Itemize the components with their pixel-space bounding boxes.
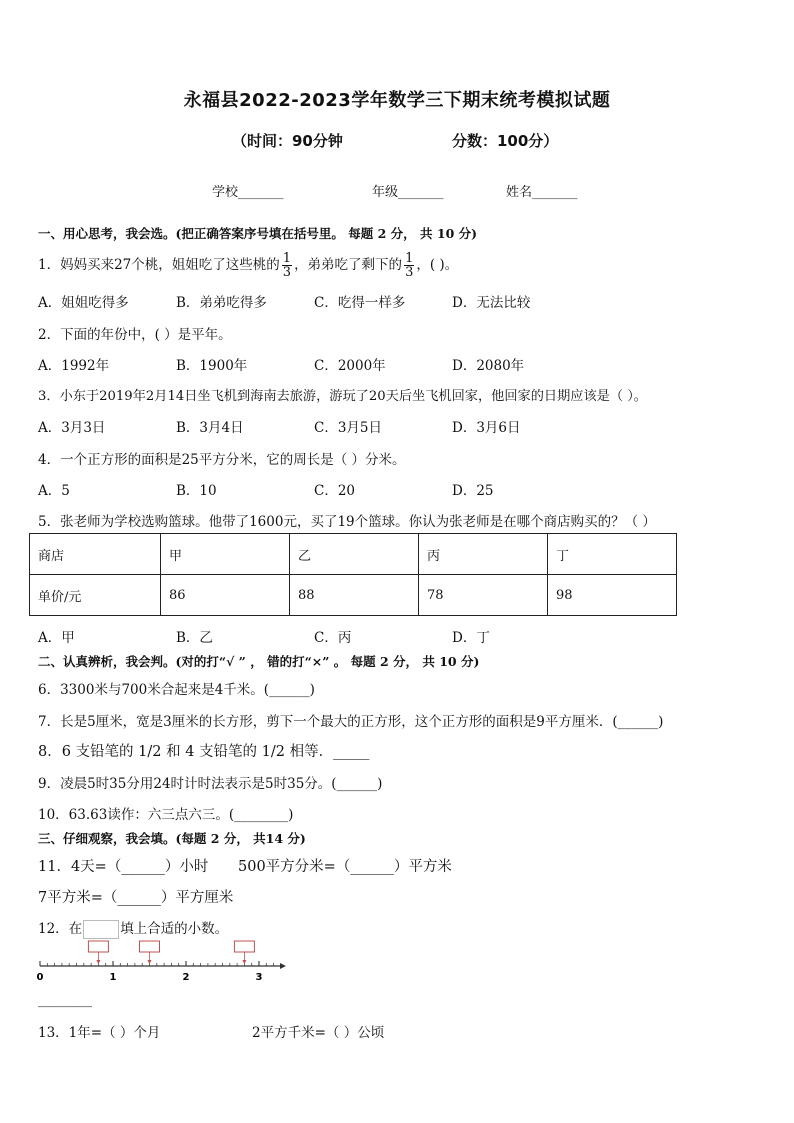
- question-13b: 2平方千米=（ ）公顷: [252, 1025, 385, 1041]
- table-cell: 78: [419, 575, 548, 616]
- q5-option-b[interactable]: B．乙: [176, 630, 213, 646]
- question-12: [38, 917, 228, 939]
- number-line-boxes: [88, 941, 254, 964]
- pointer-arrow-icon: [242, 960, 246, 964]
- question-11a: 11．4天=（______）小时: [38, 859, 209, 875]
- q5-option-c[interactable]: C．丙: [314, 630, 352, 646]
- q5-option-a[interactable]: A．甲: [38, 630, 75, 646]
- q1-fraction-2: $\frac{1}{3}$: [405, 251, 414, 280]
- q3-option-b[interactable]: B．3月4日: [176, 420, 244, 436]
- section2-heading: 二、认真辨析，我会判。(对的打“√ ” ， 错的打“×” 。 每题 2 分， 共 10 分): [38, 654, 480, 669]
- number-line-label: 0: [36, 972, 44, 983]
- q1-fraction-1: $\frac{1}{3}$: [282, 251, 292, 280]
- q12-answer-blank[interactable]: ________: [38, 992, 92, 1008]
- question-11b: 500平方分米=（______）平方米: [238, 859, 452, 875]
- name-field[interactable]: 姓名_______: [506, 185, 578, 200]
- question-8: 8．6 支铅笔的 1/2 和 4 支铅笔的 1/2 相等．_____: [38, 744, 370, 760]
- q3-option-c[interactable]: C．3月5日: [314, 420, 383, 436]
- question-2: 2．下面的年份中，( ）是平年。: [38, 327, 232, 343]
- q1-pre: 1．妈妈买来27个桃，姐姐吃了这些桃的: [38, 257, 280, 273]
- exam-score: 分数：100分）: [452, 132, 559, 150]
- answer-box-icon: [83, 920, 119, 939]
- number-line-label: 2: [182, 972, 190, 983]
- q2-option-a[interactable]: A．1992年: [38, 358, 110, 374]
- number-line-ticks: [40, 961, 274, 966]
- q3-option-d[interactable]: D．3月6日: [452, 420, 521, 436]
- exam-time: （时间：90分钟: [232, 132, 343, 150]
- table-cell: 单价/元: [30, 575, 161, 616]
- table-cell: 86: [161, 575, 290, 616]
- q4-option-b[interactable]: B．10: [176, 483, 217, 499]
- question-4: 4．一个正方形的面积是25平方分米，它的周长是（ ）分米。: [38, 452, 406, 468]
- table-cell: 98: [548, 575, 677, 616]
- answer-box: [234, 941, 254, 952]
- question-10: 10．63.63读作：六三点六三。(________): [38, 807, 294, 823]
- question-1: [38, 250, 458, 280]
- table-cell: 商店: [30, 534, 161, 575]
- question-13a: 13．1年=（ ）个月: [38, 1025, 161, 1041]
- q3-option-a[interactable]: A．3月3日: [38, 420, 106, 436]
- table-row: [30, 534, 677, 575]
- price-table: [29, 533, 677, 616]
- q1-option-a[interactable]: A．姐姐吃得多: [38, 295, 129, 311]
- q12-pre: 12．在: [38, 921, 83, 937]
- q12-post: 填上合适的小数。: [120, 921, 229, 937]
- pointer-arrow-icon: [96, 960, 100, 964]
- number-line-label: 1: [109, 972, 117, 983]
- q2-option-d[interactable]: D．2080年: [452, 358, 525, 374]
- q1-option-d[interactable]: D．无法比较: [452, 295, 531, 311]
- q2-option-b[interactable]: B．1900年: [176, 358, 248, 374]
- q1-option-c[interactable]: C．吃得一样多: [314, 295, 406, 311]
- question-5: 5．张老师为学校选购篮球。他带了1600元，买了19个篮球。你认为张老师是在哪个商店购买的？（ ）: [38, 514, 656, 530]
- question-6: 6．3300米与700米合起来是4千米。(______): [38, 682, 315, 698]
- pointer-arrow-icon: [148, 960, 152, 964]
- q5-option-d[interactable]: D．丁: [452, 630, 490, 646]
- q1-post: ，( )。: [416, 257, 459, 273]
- section1-heading: 一、用心思考，我会选。(把正确答案序号填在括号里。 每题 2 分， 共 10 分): [38, 226, 478, 241]
- number-line-labels: [37, 972, 263, 983]
- q4-option-c[interactable]: C．20: [314, 483, 356, 499]
- table-cell: 88: [290, 575, 419, 616]
- question-3: 3．小东于2019年2月14日坐飞机到海南去旅游，游玩了20天后坐飞机回家，他回家的日期应该是（ ）。: [38, 389, 647, 404]
- number-line: [34, 940, 294, 984]
- school-field[interactable]: 学校_______: [212, 185, 284, 200]
- answer-box: [88, 941, 108, 952]
- question-7: 7．长是5厘米，宽是3厘米的长方形，剪下一个最大的正方形，这个正方形的面积是9平方厘米．(______): [38, 714, 664, 730]
- number-line-label: 3: [255, 972, 263, 983]
- q4-option-d[interactable]: D．25: [452, 483, 494, 499]
- answer-box: [140, 941, 160, 952]
- question-9: 9．凌晨5时35分用24时计时法表示是5时35分。(______): [38, 776, 383, 792]
- table-row: [30, 575, 677, 616]
- q2-option-c[interactable]: C．2000年: [314, 358, 386, 374]
- number-line-arrow-icon: [280, 963, 286, 969]
- table-cell: 丁: [548, 534, 677, 575]
- page-title: 永福县2022-2023学年数学三下期末统考模拟试题: [183, 90, 611, 111]
- q4-option-a[interactable]: A．5: [38, 483, 70, 499]
- section3-heading: 三、仔细观察，我会填。(每题 2 分， 共14 分): [38, 831, 306, 846]
- question-11c: 7平方米=（______）平方厘米: [38, 890, 234, 906]
- table-cell: 丙: [419, 534, 548, 575]
- q1-option-b[interactable]: B．弟弟吃得多: [176, 295, 267, 311]
- q1-mid: ，弟弟吃了剩下的: [294, 257, 403, 273]
- grade-field[interactable]: 年级_______: [372, 185, 444, 200]
- table-cell: 甲: [161, 534, 290, 575]
- table-cell: 乙: [290, 534, 419, 575]
